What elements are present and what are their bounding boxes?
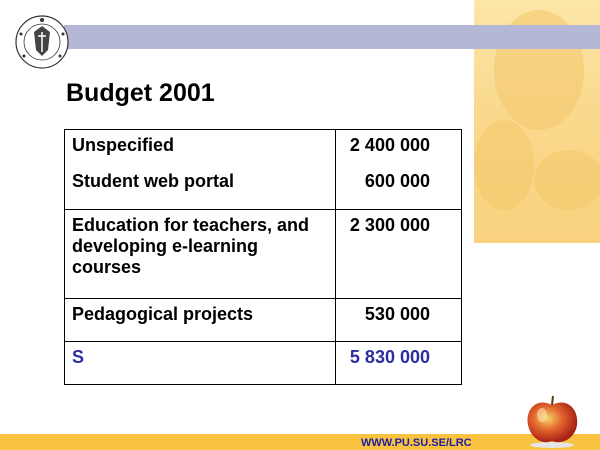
table-row [65, 299, 462, 342]
footer-url-link[interactable]: WWW.PU.SU.SE/LRC [361, 437, 472, 449]
table-row [65, 166, 462, 210]
budget-item-label: Unspecified [65, 130, 336, 166]
apple-icon [523, 393, 581, 448]
budget-item-label: Pedagogical projects [65, 299, 336, 342]
budget-item-value: 2 400 000 [336, 130, 462, 166]
header-band [64, 25, 600, 49]
budget-item-value: 2 300 000 [336, 210, 462, 299]
table-row [65, 342, 462, 385]
table-row [65, 130, 462, 166]
budget-sum-value: 5 830 000 [336, 342, 462, 385]
footer-band [0, 434, 600, 450]
budget-item-value: 600 000 [336, 166, 462, 210]
table-row [65, 210, 462, 299]
budget-sum-label: S [65, 342, 336, 385]
university-seal-logo [12, 14, 72, 70]
slide-title: Budget 2001 [66, 79, 215, 107]
budget-item-value: 530 000 [336, 299, 462, 342]
budget-item-label: Student web portal [65, 166, 336, 210]
budget-item-label: Education for teachers, and developing e-learning courses [65, 210, 336, 299]
budget-table [64, 129, 462, 385]
